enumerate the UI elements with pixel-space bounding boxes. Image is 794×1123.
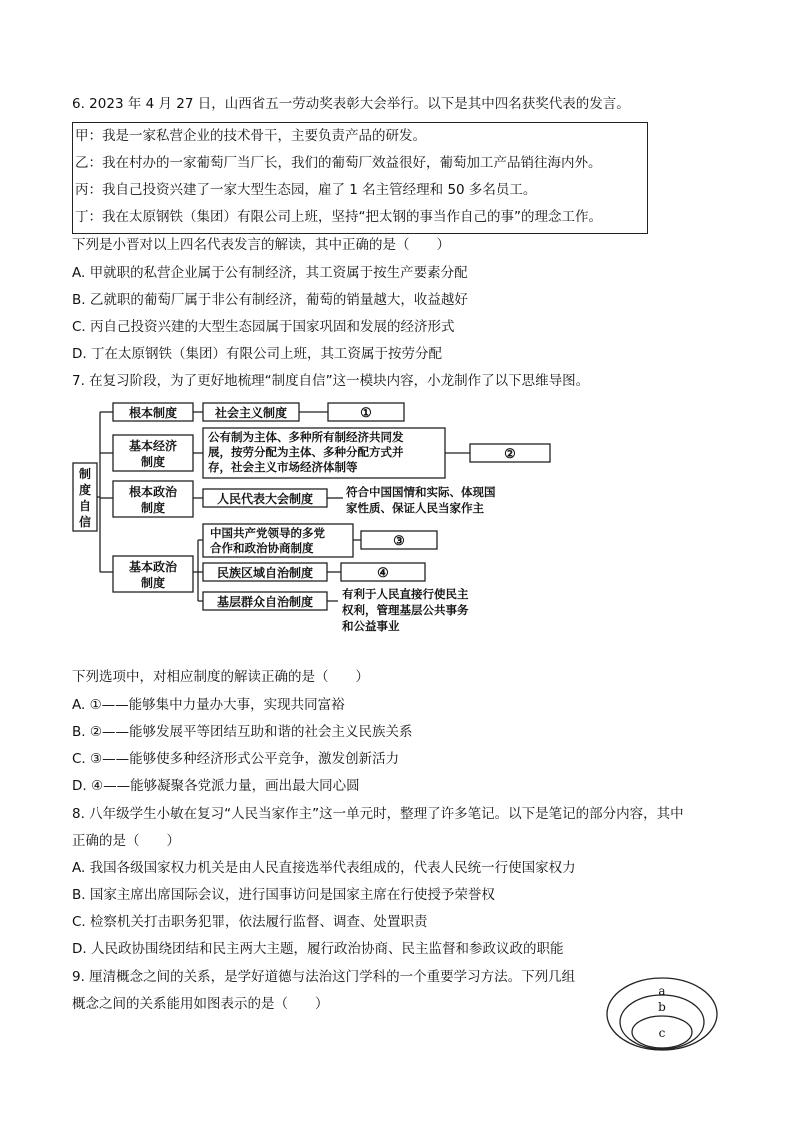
q7-question: 下列选项中，对相应制度的解读正确的是（ ） bbox=[72, 669, 369, 685]
mm-blank-2-label: ② bbox=[504, 447, 516, 462]
q8-stem-line-2: 正确的是（ ） bbox=[72, 833, 180, 849]
q9-nested-ellipses-diagram bbox=[604, 976, 720, 1056]
mm-branch-economic-label-2: 制度 bbox=[140, 455, 166, 469]
q8-option-d: D. 人民政协围绕团结和民主两大主题，履行政治协商、民主监督和参政议政的职能 bbox=[72, 941, 564, 957]
mm-socialist-system-label: 社会主义制度 bbox=[214, 406, 288, 420]
q6-option-d: D. 丁在太原钢铁（集团）有限公司上班，其工资属于按劳分配 bbox=[72, 346, 442, 362]
mm-ethnic-autonomy-label: 民族区域自治制度 bbox=[216, 566, 314, 580]
label-b: b bbox=[658, 1000, 666, 1014]
q7-option-d: D. ④——能够凝聚各党派力量，画出最大同心圆 bbox=[72, 778, 360, 794]
mm-root-char-3: 自 bbox=[78, 499, 92, 513]
q8-option-c: C. 检察机关打击职务犯罪，依法履行监督、调查、处置职责 bbox=[72, 914, 428, 930]
q8-stem-line-1: 8. 八年级学生小敏在复习“人民当家作主”这一单元时，整理了许多笔记。以下是笔记的部分内容，其中 bbox=[72, 806, 684, 822]
mm-npc-system-label: 人民代表大会制度 bbox=[216, 492, 314, 506]
q7-option-b: B. ②——能够发展平等团结互助和谐的社会主义民族关系 bbox=[72, 724, 413, 740]
q8-option-a: A. 我国各级国家权力机关是由人民直接选举代表组成的，代表人民统一行使国家权力 bbox=[72, 860, 576, 876]
mm-root-char-2: 度 bbox=[78, 483, 92, 497]
q7-option-a: A. ①——能够集中力量办大事，实现共同富裕 bbox=[72, 697, 345, 713]
q6-option-a: A. 甲就职的私营企业属于公有制经济，其工资属于按生产要素分配 bbox=[72, 265, 468, 281]
q8-option-b: B. 国家主席出席国际会议，进行国事访问是国家主席在行使授予荣誉权 bbox=[72, 887, 495, 903]
mm-root-char-4: 信 bbox=[78, 515, 92, 529]
q7-option-c: C. ③——能够使多种经济形式公平竞争，激发创新活力 bbox=[72, 751, 400, 767]
mm-blank-3-label: ③ bbox=[393, 534, 405, 549]
mm-blank-1-label: ① bbox=[360, 406, 372, 421]
q6-option-b: B. 乙就职的葡萄厂属于非公有制经济，葡萄的销量越大，收益越好 bbox=[72, 292, 468, 308]
mm-blank-4-label: ④ bbox=[377, 566, 389, 581]
q6-quote-yi: 乙：我在村办的一家葡萄厂当厂长，我们的葡萄厂效益很好，葡萄加工产品销往海内外。 bbox=[75, 155, 602, 171]
mm-root-char-1: 制 bbox=[78, 467, 92, 481]
q7-stem: 7. 在复习阶段，为了更好地梳理“制度自信”这一模块内容，小龙制作了以下思维导图。 bbox=[72, 373, 590, 389]
q6-quote-ding: 丁：我在太原钢铁（集团）有限公司上班，坚持“把太钢的事当作自己的事”的理念工作。 bbox=[75, 209, 602, 225]
mm-branch-basic-political-label-1: 基本政治 bbox=[128, 560, 178, 574]
q6-stem: 6. 2023 年 4 月 27 日，山西省五一劳动奖表彰大会举行。以下是其中四名获奖代表的发言。 bbox=[72, 96, 630, 112]
mm-cpc-cooperation-2: 合作和政治协商制度 bbox=[210, 541, 314, 555]
mm-grassroots-autonomy-label: 基层群众自治制度 bbox=[216, 595, 314, 609]
label-c: c bbox=[658, 1026, 666, 1040]
q6-question: 下列是小晋对以上四名代表发言的解读，其中正确的是（ ） bbox=[72, 237, 450, 253]
mm-economic-content-2: 展，按劳分配为主体、多种分配方式并 bbox=[208, 445, 404, 459]
mm-branch-basic-political-label-2: 制度 bbox=[140, 576, 166, 590]
mm-branch-political-label-2: 制度 bbox=[140, 501, 166, 515]
mm-npc-note-2: 家性质、保证人民当家作主 bbox=[346, 501, 484, 515]
mm-branch-economic-label-1: 基本经济 bbox=[128, 439, 178, 453]
q9-stem-line-1: 9. 厘清概念之间的关系，是学好道德与法治这门学科的一个重要学习方法。下列几组 bbox=[72, 969, 576, 985]
mm-economic-content-1: 公有制为主体、多种所有制经济共同发 bbox=[208, 430, 404, 444]
mm-branch-fundamental-label: 根本制度 bbox=[128, 406, 178, 420]
mm-cpc-cooperation-1: 中国共产党领导的多党 bbox=[210, 526, 325, 540]
q6-option-c: C. 丙自己投资兴建的大型生态园属于国家巩固和发展的经济形式 bbox=[72, 319, 455, 335]
mm-branch-political-label-1: 根本政治 bbox=[128, 485, 178, 499]
mm-economic-content-3: 存，社会主义市场经济体制等 bbox=[208, 460, 358, 474]
mm-npc-note-1: 符合中国国情和实际、体现国 bbox=[346, 485, 496, 499]
q6-quote-bing: 丙：我自己投资兴建了一家大型生态园，雇了 1 名主管经理和 50 多名员工。 bbox=[75, 182, 537, 198]
label-a: a bbox=[658, 984, 666, 998]
q6-quote-jia: 甲：我是一家私营企业的技术骨干，主要负责产品的研发。 bbox=[75, 128, 426, 144]
mm-grassroots-note-2: 权利，管理基层公共事务 bbox=[342, 603, 469, 617]
mm-grassroots-note-3: 和公益事业 bbox=[342, 619, 400, 633]
q9-stem-line-2: 概念之间的关系能用如图表示的是（ ） bbox=[72, 996, 329, 1012]
mm-grassroots-note-1: 有利于人民直接行使民主 bbox=[342, 587, 469, 601]
